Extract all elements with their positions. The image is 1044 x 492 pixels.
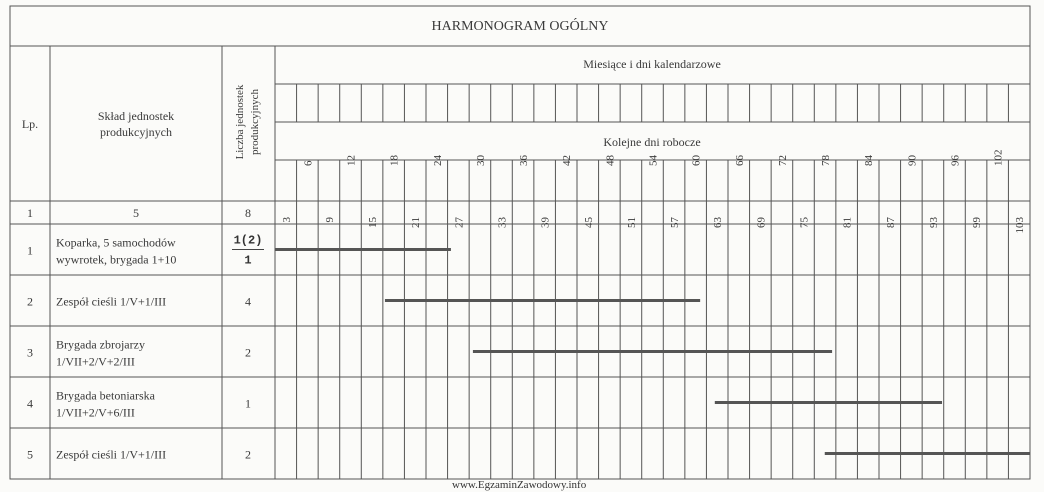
header-workdays: Kolejne dni robocze [603, 135, 701, 149]
row-sklad: Zespół cieśli 1/V+1/III [56, 294, 167, 309]
header-liczba-line2: produkcyjnych [249, 89, 261, 155]
day-label: 3 [280, 217, 293, 223]
numbering-liczba: 8 [245, 206, 251, 220]
row-sklad: 1/VII+2/V+2/III [56, 354, 135, 369]
row-sklad: Zespół cieśli 1/V+1/III [56, 447, 167, 462]
day-label: 18 [388, 155, 401, 166]
day-label: 36 [518, 155, 531, 166]
row-sklad: Brygada zbrojarzy [56, 337, 145, 352]
row-liczba-top: 1(2) [233, 233, 263, 248]
row-lp: 3 [27, 345, 33, 360]
day-label: 69 [755, 217, 768, 228]
day-label: 9 [323, 217, 336, 223]
row-sklad: wywrotek, brygada 1+10 [56, 252, 177, 267]
watermark: www.EgzaminZawodowy.info [452, 479, 587, 491]
day-label: 6 [302, 160, 315, 166]
day-label: 24 [431, 155, 444, 166]
row-sklad: 1/VII+2/V+6/III [56, 405, 135, 420]
table-title: HARMONOGRAM OGÓLNY [431, 19, 609, 34]
day-label: 99 [971, 217, 984, 228]
header-liczba-line1: Liczba jednostek [234, 84, 246, 160]
day-label: 12 [345, 155, 358, 166]
row-liczba: 2 [245, 447, 251, 462]
day-label: 81 [841, 217, 854, 228]
header-months: Miesiące i dni kalendarzowe [583, 57, 721, 71]
numbering-sklad: 5 [133, 206, 139, 220]
header-sklad-line2: produkcyjnych [100, 125, 172, 139]
day-label: 103 [1014, 217, 1027, 234]
day-label: 96 [949, 155, 962, 166]
day-label: 84 [863, 155, 876, 166]
row-liczba-bottom: 1 [244, 253, 252, 268]
day-label: 21 [410, 217, 423, 228]
row-sklad: Koparka, 5 samochodów [56, 235, 176, 250]
row-lp: 5 [27, 447, 33, 462]
row-lp: 4 [27, 396, 33, 411]
row-sklad: Brygada betoniarska [56, 388, 155, 403]
day-label: 66 [733, 155, 746, 166]
day-label: 78 [820, 155, 833, 166]
header-sklad-line1: Skład jednostek [97, 109, 175, 123]
day-label: 30 [474, 155, 487, 166]
day-label: 93 [927, 217, 940, 228]
day-label: 57 [669, 217, 682, 228]
day-label: 87 [884, 217, 897, 228]
day-label: 60 [690, 155, 703, 166]
day-label: 102 [992, 149, 1005, 166]
day-label: 48 [604, 155, 617, 166]
day-label: 90 [906, 155, 919, 166]
day-label: 72 [776, 155, 789, 166]
row-liczba: 1 [245, 396, 251, 411]
day-label: 15 [367, 217, 380, 228]
day-label: 54 [647, 155, 660, 166]
row-liczba: 4 [245, 294, 251, 309]
day-label: 45 [582, 217, 595, 228]
day-label: 51 [625, 217, 638, 228]
row-lp: 2 [27, 294, 33, 309]
day-label: 39 [539, 217, 552, 228]
day-label: 75 [798, 217, 811, 228]
day-label: 63 [712, 217, 725, 228]
row-lp: 1 [27, 243, 33, 258]
numbering-lp: 1 [27, 206, 33, 220]
header-lp: Lp. [21, 117, 39, 131]
day-label: 33 [496, 217, 509, 228]
day-label: 42 [561, 155, 574, 166]
row-liczba: 2 [245, 345, 251, 360]
day-label: 27 [453, 217, 466, 228]
